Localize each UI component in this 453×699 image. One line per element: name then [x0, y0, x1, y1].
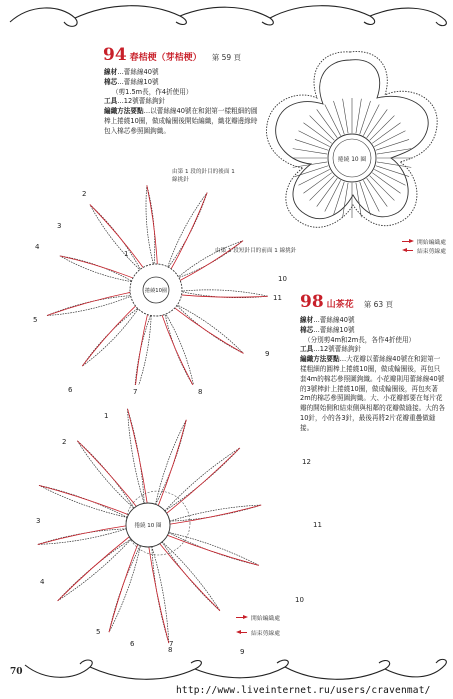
petal-core-thread: [173, 307, 243, 353]
stitch-ray: [293, 149, 328, 154]
petal-outline: [82, 307, 139, 366]
legend-bottom: [236, 613, 280, 637]
stitch-ray: [377, 162, 412, 167]
petal-core-thread: [109, 545, 138, 632]
petal-outline: [77, 441, 134, 508]
petal-number: 9: [265, 350, 270, 358]
petal-outline: [90, 205, 141, 271]
petal-number: 7: [169, 640, 174, 648]
stitch-ray: [356, 183, 361, 218]
petal-number: 8: [198, 388, 203, 396]
petal-core-thread: [180, 295, 268, 297]
page-number: 70: [10, 667, 23, 677]
petal-number: 2: [82, 190, 87, 198]
end-arrow-icon: [236, 630, 248, 636]
petal-core-thread: [149, 547, 169, 643]
petal-core-thread: [77, 441, 136, 506]
pattern-94-number: 94: [103, 45, 127, 65]
spec-line: 線材…蕾絲線40號: [300, 316, 355, 324]
petal-number: 4: [40, 578, 45, 586]
flower-94-center-label: 捲繞 10 圈: [337, 157, 367, 163]
legend-start: 開始編織處: [236, 613, 280, 622]
pattern-98-specs: [300, 316, 446, 434]
spec-line: 線材…蕾絲線40號: [104, 68, 159, 76]
stitch-ray: [370, 116, 395, 141]
petal-core-thread: [179, 241, 243, 282]
petal-core-thread: [82, 305, 137, 366]
petal-number: 3: [57, 222, 62, 230]
petal-core-thread: [38, 526, 126, 545]
petal-outline: [128, 409, 145, 504]
petal-core-thread: [167, 448, 240, 513]
end-arrow-icon: [402, 248, 414, 254]
pattern-98-number: 98: [300, 292, 324, 312]
petal-outline: [169, 533, 259, 566]
stitch-ray: [360, 101, 371, 134]
pattern-94-specs: [104, 68, 262, 137]
petal-number: 5: [33, 316, 38, 324]
pattern-98-title: [300, 292, 393, 312]
stitch-ray: [343, 183, 348, 218]
petal-core-thread: [170, 193, 207, 271]
stitch-ray: [376, 166, 409, 177]
pattern-98-name: 山茶花: [326, 300, 354, 310]
spec-line: 工具…12號蕾絲鉤針: [300, 345, 362, 354]
top-ornament-border: [0, 0, 453, 30]
pattern-94-method: 編織方法要點…以蕾絲線40號在和鉗第一樣粗細的圓棒上捲繞10圈，做成輪圈後開始編織，織花瓣邊緣時包入棉芯參照圖鉤織。: [104, 107, 258, 135]
petal-number: 4: [35, 243, 40, 251]
pattern-94-title: [103, 45, 241, 65]
petal-number: 7: [133, 388, 138, 396]
footer-url: http://www.liveinternet.ru/users/cravenmat/: [176, 685, 431, 696]
pattern-98-page-ref: 第 63 頁: [363, 300, 393, 309]
petal-number: 2: [62, 438, 67, 446]
stitch-ray: [310, 176, 335, 201]
petal-number: 1: [104, 412, 109, 420]
spec-line: （剪1.5m長，作4折使用）: [112, 87, 193, 96]
start-arrow-icon: [402, 239, 414, 245]
stitch-ray: [376, 139, 409, 150]
petal-core-thread: [161, 314, 193, 385]
petal-core-thread: [60, 256, 135, 279]
bottom-ornament-border: [0, 655, 453, 683]
legend-end: 結束剪線處: [236, 628, 280, 637]
petal-number: 11: [273, 294, 282, 302]
stitch-ray: [343, 99, 348, 134]
petal-outline: [156, 420, 187, 505]
spec-line: 棉芯…蕾絲線10號: [300, 325, 355, 334]
petal-outline: [39, 485, 127, 517]
petal-number: 9: [240, 648, 245, 656]
legend-end: 結束剪線處: [402, 246, 446, 255]
petal-core-thread: [90, 205, 144, 269]
pattern-98-method: 編織方法要點…大花瓣以蕾絲線40號在和鉗第一樣粗細的圓棒上捲繞10圈，做成輪圈後，再包只套4m的棉芯參照圖鉤織。小花瓣則用蕾絲線40號的3號棒針上捲繞10圈，做成輪圈後，再包夾著2m的棉芯參照圖鉤織。大、小花瓣都要在每片花瓣的開始側和結束側與相鄰的花瓣做縫接。大的各10針，小的各3針，最後再將2片花瓣重疊做縫接。: [300, 355, 446, 432]
petal-core-thread: [170, 505, 261, 524]
petal-core-thread: [47, 292, 132, 315]
stitch-ray: [370, 176, 395, 201]
petal-outline: [47, 295, 133, 315]
pattern-98-center-label: 捲繞 10 圈: [134, 523, 162, 529]
petal-outline: [165, 448, 240, 511]
petal-number: 5: [96, 628, 101, 636]
pattern-94-note-1: 由第 1 段的針目的後面 1 線挑針: [172, 169, 235, 183]
stitch-ray: [295, 139, 328, 150]
petal-core-thread: [158, 420, 186, 506]
pattern-94-page-ref: 第 59 頁: [211, 53, 241, 62]
petal-number: 10: [295, 596, 304, 604]
legend-top: [402, 237, 446, 255]
petal-outline: [167, 193, 207, 269]
petal-outline: [38, 529, 127, 545]
pattern-94-center-label: 捲繞10圈: [144, 288, 168, 294]
petal-number: 6: [130, 640, 135, 648]
stitch-ray: [333, 101, 344, 134]
petal-number: 12: [302, 458, 311, 466]
petal-outline: [58, 539, 132, 601]
petal-outline: [170, 505, 262, 521]
petal-core-thread: [128, 409, 148, 503]
petal-outline: [175, 304, 243, 353]
pattern-94-note-2: 由第 1 段短針目的前面 1 線挑針: [215, 248, 297, 254]
petal-number: 11: [313, 521, 322, 529]
stitch-ray: [293, 162, 328, 167]
petal-outline: [60, 256, 134, 282]
petal-outline: [152, 547, 169, 644]
legend-start: 開始編織處: [402, 237, 446, 246]
stitch-ray: [356, 99, 361, 134]
petal-core-thread: [147, 185, 158, 265]
petal-number: 8: [168, 646, 173, 654]
start-arrow-icon: [236, 615, 248, 621]
petal-core-thread: [39, 485, 128, 514]
petal-chart-94: [25, 160, 285, 385]
petal-outline: [165, 312, 194, 385]
petal-number: 1: [124, 250, 129, 258]
stitch-ray: [310, 116, 335, 141]
spec-line: 棉芯…蕾絲線10號: [104, 77, 159, 86]
petal-core-thread: [160, 544, 220, 611]
petal-outline: [109, 546, 140, 632]
spec-line: （分別剪4m和2m長，各作4折使用）: [304, 335, 416, 344]
pattern-94-name: 春桔梗（芽桔梗）: [129, 53, 202, 63]
stitch-ray: [333, 182, 344, 215]
petal-number: 10: [278, 275, 287, 283]
petal-number: 6: [68, 386, 73, 394]
stitch-ray: [295, 166, 328, 177]
petal-outline: [177, 241, 243, 278]
petal-number: 3: [36, 517, 41, 525]
petal-core-thread: [58, 537, 130, 601]
spec-line: 工具…12號蕾絲鉤針: [104, 97, 166, 106]
